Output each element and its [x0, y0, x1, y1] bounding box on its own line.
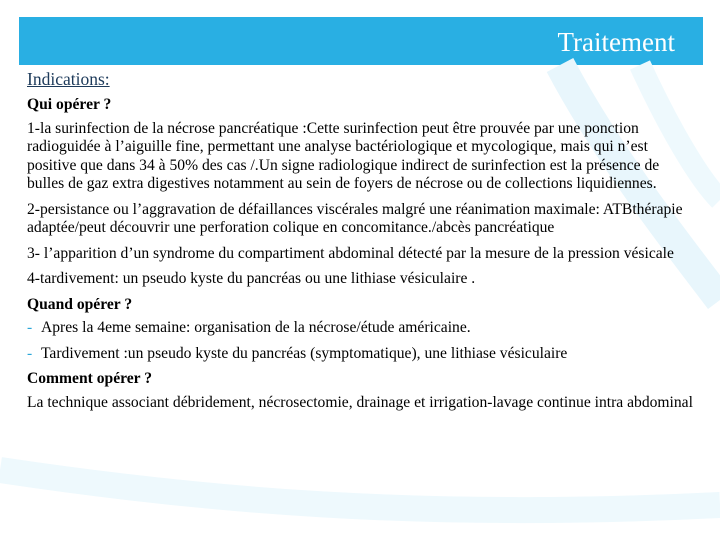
dash-list-item	[27, 345, 697, 364]
body-paragraph: 2-persistance ou l’aggravation de défaillances viscérales malgré une réanimation maximale: ATBthérapie adaptée/peut découvrir une perforation colique en concomitance./abcès pancréatique	[27, 200, 683, 236]
body-paragraph: 3- l’apparition d’un syndrome du compartiment abdominal détecté par la mesure de la pression vésicale	[27, 244, 674, 262]
dash-list-item-text: Tardivement :un pseudo kyste du pancréas (symptomatique), une lithiase vésiculaire	[41, 344, 568, 362]
section-heading: Comment opérer ?	[27, 370, 153, 387]
slide-title: Traitement	[557, 27, 675, 57]
dash-bullet-icon: -	[27, 319, 33, 336]
paragraph-list	[27, 96, 697, 412]
body-paragraph: 1-la surinfection de la nécrose pancréatique :Cette surinfection peut être prouvée par une ponction radioguidée à l’aiguille fine, permettant une analyse bactériologique et mycologique, mais qui n’est positive que dans 34 à 50% des cas /.Un signe radiologique indirect de surinfection est la présence de bulles de gaz extra digestives notamment au sein de foyers de nécrose ou de collections liquidiennes.	[27, 119, 660, 192]
dash-list-item	[27, 319, 697, 338]
section-heading: Quand opérer ?	[27, 295, 133, 313]
body-paragraph: La technique associant débridement, nécrosectomie, drainage et irrigation-lavage continue intra abdominal	[27, 393, 693, 411]
dash-bullet-icon: -	[27, 344, 33, 362]
slide-body	[27, 66, 697, 419]
body-paragraph: 4-tardivement: un pseudo kyste du pancréas ou une lithiase vésiculaire .	[27, 270, 476, 287]
indications-heading: Indications:	[27, 69, 110, 89]
dash-list-item-text: Apres la 4eme semaine: organisation de la nécrose/étude américaine.	[41, 319, 471, 336]
section-heading: Qui opérer ?	[27, 96, 112, 113]
title-bar	[19, 17, 703, 65]
